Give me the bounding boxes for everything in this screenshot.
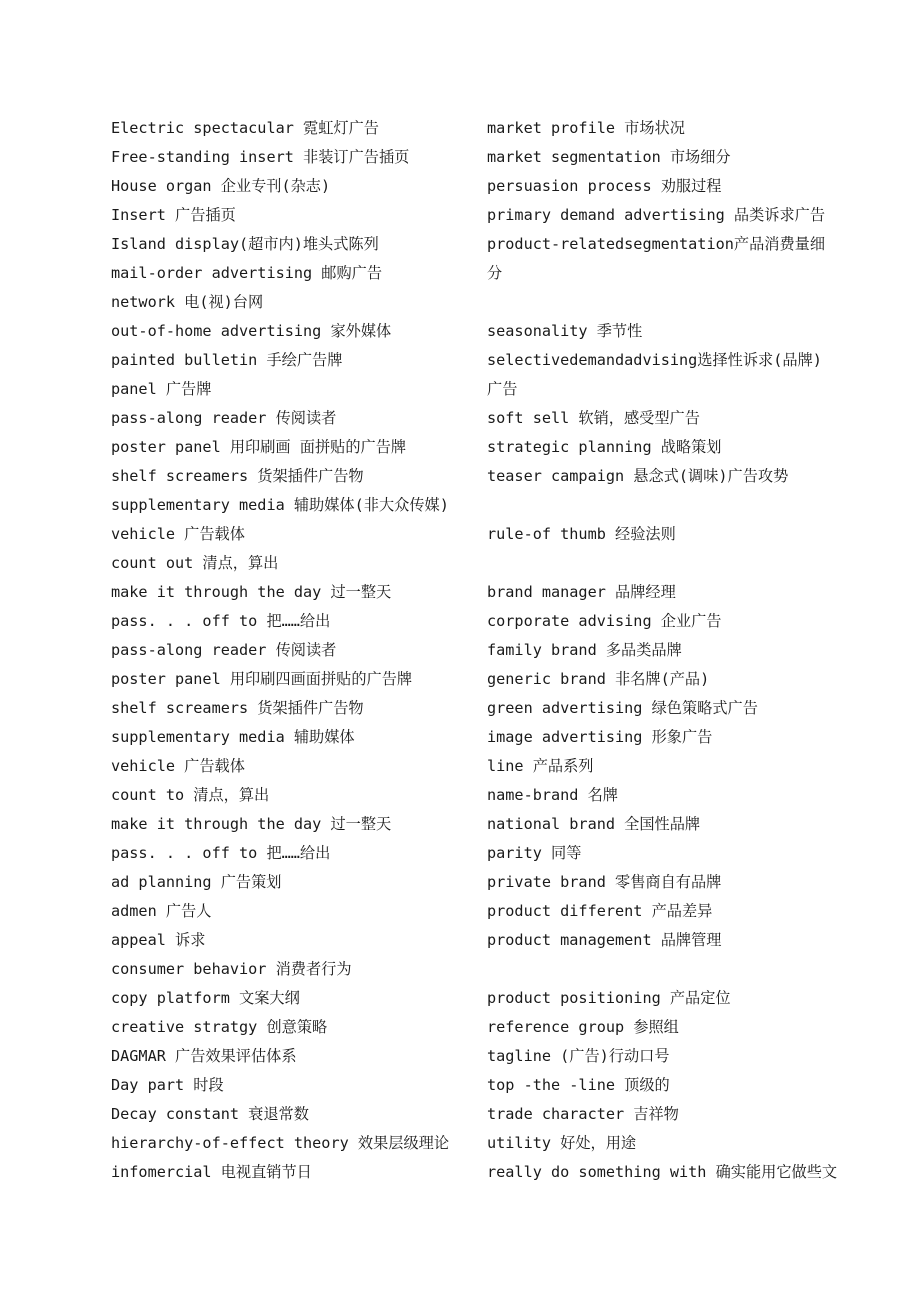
glossary-entry: strategic planning 战略策划 [487, 438, 722, 456]
glossary-entry: shelf screamers 货架插件广告物 [111, 467, 364, 485]
glossary-entry: Free-standing insert 非装订广告插页 [111, 148, 410, 166]
glossary-entry: rule-of thumb 经验法则 [487, 525, 676, 543]
glossary-entry: infomercial 电视直销节日 [111, 1163, 312, 1181]
glossary-entry: Electric spectacular 霓虹灯广告 [111, 119, 379, 137]
glossary-entry: really do something with 确实能用它做些文 [487, 1163, 838, 1181]
glossary-entry: seasonality 季节性 [487, 322, 643, 340]
glossary-entry: reference group 参照组 [487, 1018, 679, 1036]
glossary-entry: soft sell 软销，感受型广告 [487, 409, 700, 427]
glossary-entry: 分 [487, 264, 503, 282]
glossary-entry: national brand 全国性品牌 [487, 815, 701, 833]
glossary-entry: parity 同等 [487, 844, 582, 862]
glossary-entry: supplementary media 辅助媒体 [111, 728, 355, 746]
glossary-entry: consumer behavior 消费者行为 [111, 960, 352, 978]
glossary-entry: private brand 零售商自有品牌 [487, 873, 722, 891]
glossary-entry: Decay constant 衰退常数 [111, 1105, 309, 1123]
glossary-entry: Day part 时段 [111, 1076, 224, 1094]
glossary-entry: product management 品牌管理 [487, 931, 722, 949]
glossary-entry: green advertising 绿色策略式广告 [487, 699, 758, 717]
glossary-entry: teaser campaign 悬念式(调味)广告攻势 [487, 467, 789, 485]
glossary-entry: out-of-home advertising 家外媒体 [111, 322, 392, 340]
glossary-entry: trade character 吉祥物 [487, 1105, 679, 1123]
glossary-entry: make it through the day 过一整天 [111, 815, 392, 833]
glossary-entry: Island display(超市内)堆头式陈列 [111, 235, 379, 253]
glossary-entry: product different 产品差异 [487, 902, 713, 920]
glossary-entry: copy platform 文案大纲 [111, 989, 300, 1007]
glossary-entry: supplementary media 辅助媒体(非大众传媒) [111, 496, 449, 514]
glossary-entry: utility 好处，用途 [487, 1134, 637, 1152]
glossary-entry: 广告 [487, 380, 518, 398]
glossary-entry: ad planning 广告策划 [111, 873, 282, 891]
glossary-entry: top -the -line 顶级的 [487, 1076, 670, 1094]
glossary-entry: market profile 市场状况 [487, 119, 685, 137]
glossary-entry: pass. . . off to 把……给出 [111, 612, 331, 630]
glossary-entry: poster panel 用印刷画 面拼贴的广告牌 [111, 438, 407, 456]
glossary-entry: selectivedemandadvising选择性诉求(品牌) [487, 351, 822, 369]
glossary-entry: admen 广告人 [111, 902, 212, 920]
blank-line [487, 491, 867, 520]
glossary-entry: mail-order advertising 邮购广告 [111, 264, 383, 282]
glossary-left-column [111, 114, 483, 1187]
blank-line [487, 549, 867, 578]
glossary-entry: DAGMAR 广告效果评估体系 [111, 1047, 297, 1065]
glossary-entry: network 电(视)台网 [111, 293, 264, 311]
glossary-entry: corporate advising 企业广告 [487, 612, 722, 630]
glossary-entry: vehicle 广告载体 [111, 525, 245, 543]
glossary-entry: shelf screamers 货架插件广告物 [111, 699, 364, 717]
glossary-entry: product positioning 产品定位 [487, 989, 731, 1007]
glossary-entry: image advertising 形象广告 [487, 728, 713, 746]
glossary-entry: vehicle 广告载体 [111, 757, 245, 775]
blank-line [487, 288, 867, 317]
glossary-entry: poster panel 用印刷四画面拼贴的广告牌 [111, 670, 413, 688]
glossary-entry: Insert 广告插页 [111, 206, 236, 224]
glossary-entry: name-brand 名牌 [487, 786, 618, 804]
glossary-entry: count to 清点，算出 [111, 786, 270, 804]
glossary-entry: persuasion process 劝服过程 [487, 177, 722, 195]
glossary-entry: line 产品系列 [487, 757, 594, 775]
glossary-entry: count out 清点，算出 [111, 554, 279, 572]
glossary-entry: tagline (广告)行动口号 [487, 1047, 670, 1065]
glossary-entry: generic brand 非名牌(产品) [487, 670, 710, 688]
glossary-entry: painted bulletin 手绘广告牌 [111, 351, 343, 369]
glossary-entry: pass-along reader 传阅读者 [111, 409, 337, 427]
glossary-entry: brand manager 品牌经理 [487, 583, 676, 601]
glossary-entry: make it through the day 过一整天 [111, 583, 392, 601]
glossary-entry: pass. . . off to 把……给出 [111, 844, 331, 862]
glossary-entry: primary demand advertising 品类诉求广告 [487, 206, 826, 224]
glossary-entry: family brand 多品类品牌 [487, 641, 682, 659]
glossary-entry: hierarchy-of-effect theory 效果层级理论 [111, 1134, 450, 1152]
blank-line [487, 955, 867, 984]
glossary-entry: pass-along reader 传阅读者 [111, 641, 337, 659]
glossary-entry: product-relatedsegmentation产品消费量细 [487, 235, 826, 253]
glossary-right-column [487, 114, 867, 1187]
glossary-entry: House organ 企业专刊(杂志) [111, 177, 331, 195]
glossary-entry: panel 广告牌 [111, 380, 212, 398]
glossary-entry: appeal 诉求 [111, 931, 206, 949]
glossary-entry: creative stratgy 创意策略 [111, 1018, 328, 1036]
glossary-entry: market segmentation 市场细分 [487, 148, 731, 166]
